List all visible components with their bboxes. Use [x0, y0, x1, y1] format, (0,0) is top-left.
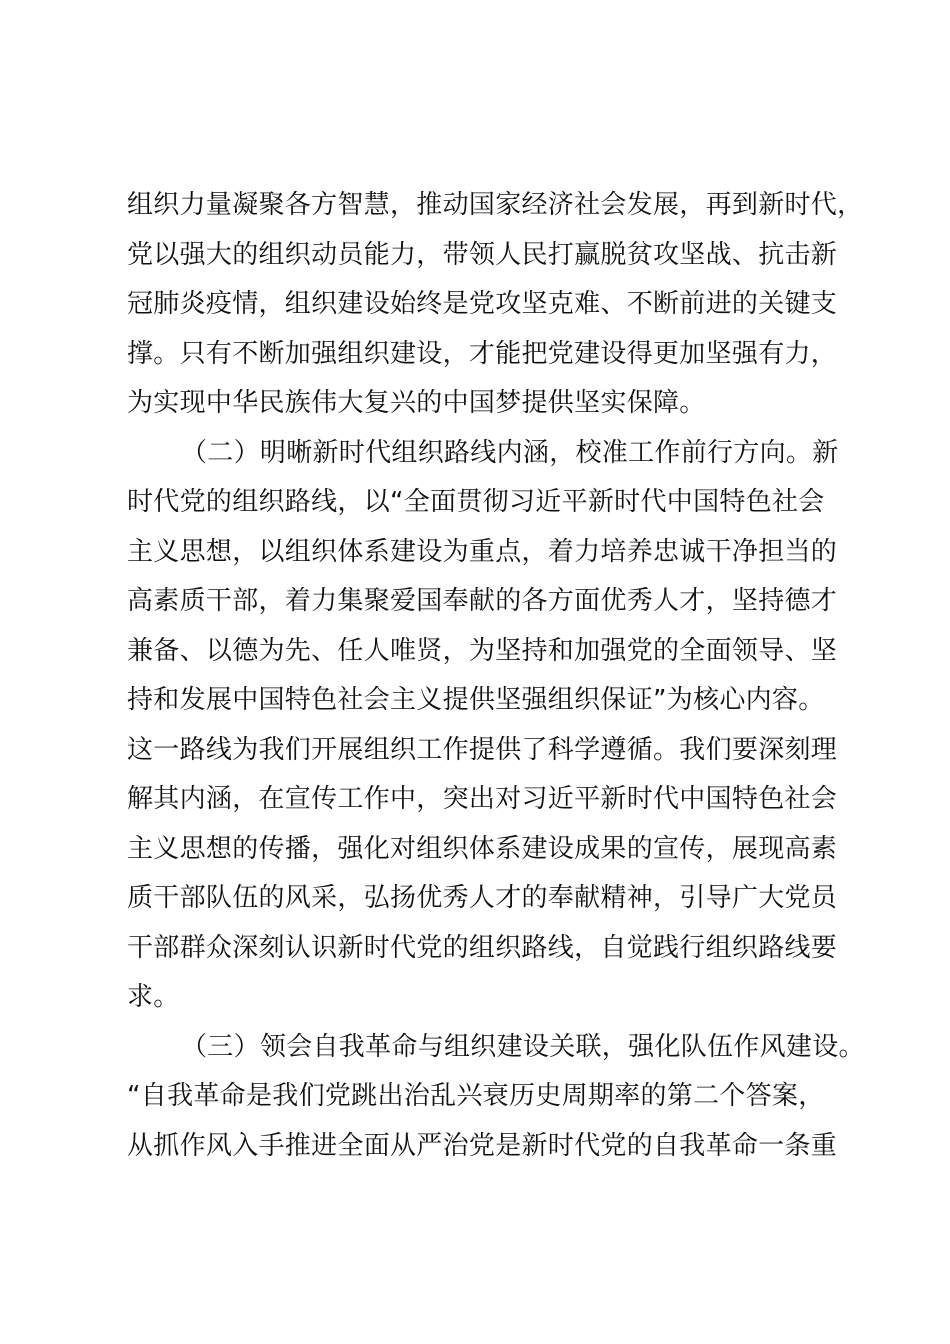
text-line: 高素质干部，着力集聚爱国奉献的各方面优秀人才，坚持德才 — [127, 586, 838, 616]
text-line: 质干部队伍的风采，弘扬优秀人才的奉献精神，引导广大党员 — [127, 883, 838, 913]
text-line: 为实现中华民族伟大复兴的中国梦提供坚实保障。 — [127, 388, 706, 418]
text-line: 主义思想的传播，强化对组织体系建设成果的宣传，展现高素 — [127, 833, 838, 864]
text-line: 求。 — [127, 982, 180, 1012]
text-line: 持和发展中国特色社会主义提供坚强组织保证”为核心内容。 — [127, 685, 825, 715]
text-line: “自我革命是我们党跳出治乱兴衰历史周期率的第二个答案， — [127, 1081, 825, 1111]
section-heading-line: （二）明晰新时代组织路线内涵，校准工作前行方向。新 — [181, 437, 839, 468]
text-line: 解其内涵，在宣传工作中，突出对习近平新时代中国特色社会 — [127, 784, 838, 814]
text-line: 兼备、以德为先、任人唯贤，为坚持和加强党的全面领导、坚 — [127, 635, 838, 666]
section-heading-line: （三）领会自我革命与组织建设关联，强化队伍作风建设。 — [181, 1031, 865, 1062]
text-line: 时代党的组织路线，以“全面贯彻习近平新时代中国特色社会 — [127, 487, 825, 517]
text-line: 冠肺炎疫情，组织建设始终是党攻坚克难、不断前进的关键支 — [127, 289, 838, 319]
text-line: 组织力量凝聚各方智慧，推动国家经济社会发展，再到新时代， — [127, 190, 864, 220]
body-text — [127, 181, 865, 1171]
text-line: 这一路线为我们开展组织工作提供了科学遵循。我们要深刻理 — [127, 734, 838, 765]
text-line: 主义思想，以组织体系建设为重点，着力培养忠诚干净担当的 — [127, 536, 838, 567]
text-line: 干部群众深刻认识新时代党的组织路线，自觉践行组织路线要 — [127, 932, 838, 963]
text-line: 撑。只有不断加强组织建设，才能把党建设得更加坚强有力， — [127, 338, 838, 369]
text-line: 从抓作风入手推进全面从严治党是新时代党的自我革命一条重 — [127, 1130, 838, 1161]
text-line: 党以强大的组织动员能力，带领人民打赢脱贫攻坚战、抗击新 — [127, 239, 838, 270]
